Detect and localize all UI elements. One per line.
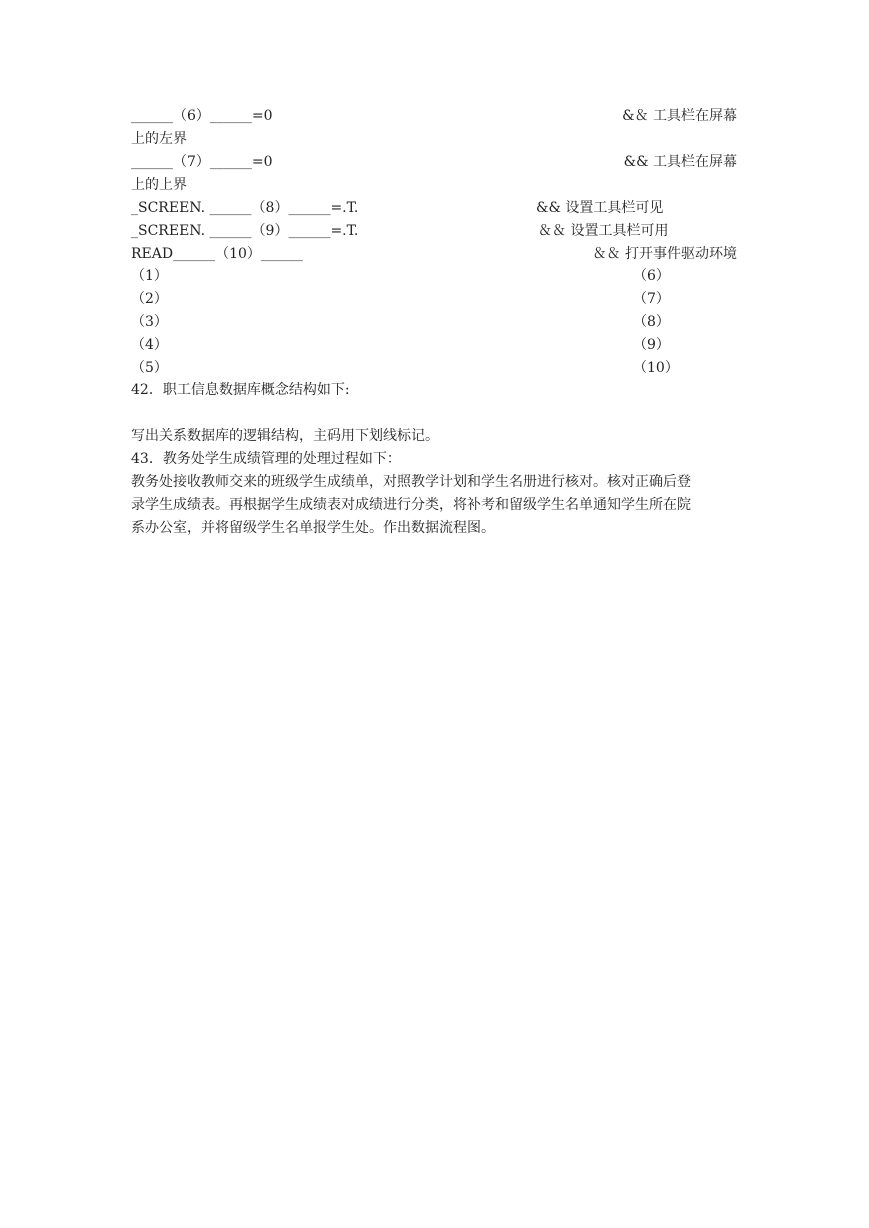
- code-line-6: ______（6）______=0: [131, 108, 273, 124]
- answer-blank-1: （1）: [131, 268, 168, 284]
- code-comment-7: && 工具栏在屏幕: [623, 154, 737, 170]
- answer-blank-9: （9）: [633, 337, 670, 353]
- code-line-8: _SCREEN. ______（8）______=.T.: [131, 200, 359, 216]
- answer-blank-10: （10）: [633, 360, 679, 376]
- answer-blank-4: （4）: [131, 337, 168, 353]
- code-comment-10: ＆＆ 打开事件驱动环境: [592, 246, 737, 262]
- answer-blank-6: （6）: [633, 268, 670, 284]
- question-43-title: 43．教务处学生成绩管理的处理过程如下：: [131, 451, 401, 467]
- code-comment-7-wrap: 上的上界: [131, 177, 187, 193]
- question-42-title: 42．职工信息数据库概念结构如下:: [131, 382, 350, 398]
- code-comment-8: && 设置工具栏可见: [536, 200, 664, 216]
- answer-blank-3: （3）: [131, 314, 168, 330]
- code-comment-6-wrap: 上的左界: [131, 131, 187, 147]
- code-comment-9: ＆＆ 设置工具栏可用: [538, 223, 669, 239]
- question-43-body-line-1: 教务处接收教师交来的班级学生成绩单，对照教学计划和学生名册进行核对。核对正确后登: [131, 474, 691, 490]
- answer-blank-2: （2）: [131, 291, 168, 307]
- code-line-9: _SCREEN. ______（9）______=.T.: [131, 223, 359, 239]
- question-43-body-line-3: 系办公室，并将留级学生名单报学生处。作出数据流程图。: [131, 520, 495, 536]
- answer-blank-8: （8）: [633, 314, 670, 330]
- code-line-10: READ______（10）______: [131, 246, 303, 262]
- code-line-7: ______（7）______=0: [131, 154, 273, 170]
- question-43-body-line-2: 录学生成绩表。再根据学生成绩表对成绩进行分类，将补考和留级学生名单通知学生所在院: [131, 497, 691, 513]
- question-42-body: 写出关系数据库的逻辑结构，主码用下划线标记。: [131, 428, 439, 444]
- answer-blank-7: （7）: [633, 291, 670, 307]
- answer-blank-5: （5）: [131, 360, 168, 376]
- code-comment-6: &＆ 工具栏在屏幕: [622, 108, 737, 124]
